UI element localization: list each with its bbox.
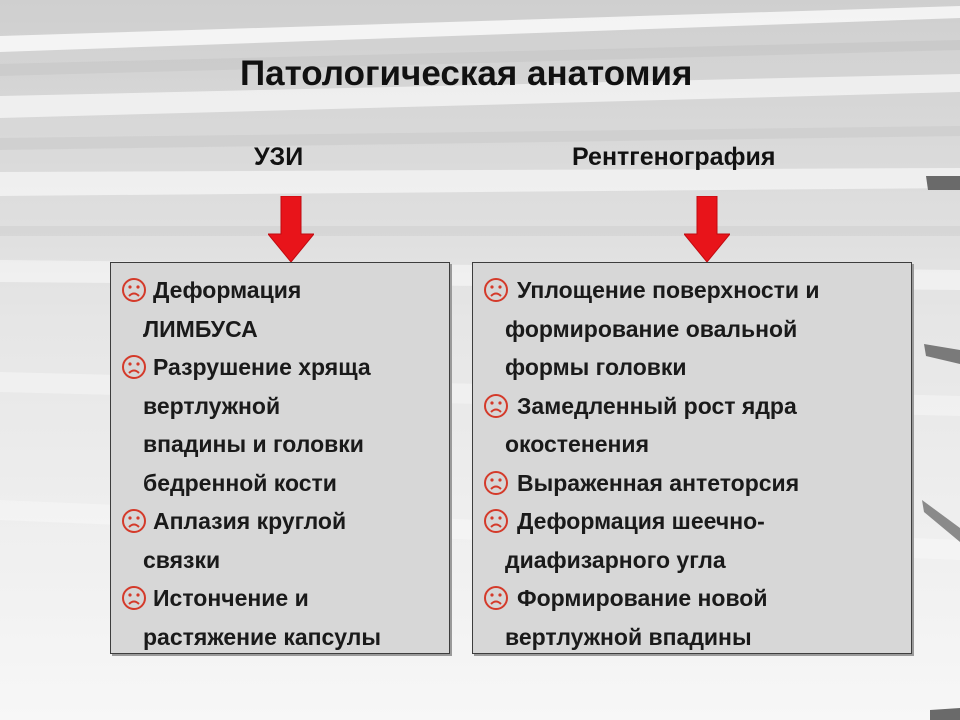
bullet-item-text: Аплазия круглой bbox=[153, 508, 347, 534]
down-arrow-icon bbox=[268, 196, 314, 262]
bullet-item-text: Деформация шеечно- bbox=[517, 508, 765, 534]
bullet-item-text: Деформация bbox=[153, 277, 302, 303]
bullet-item-text-continued: окостенения bbox=[505, 431, 649, 457]
bullet-item-text: Замедленный рост ядра bbox=[517, 392, 797, 419]
bullet-item-text: Формирование новой bbox=[517, 585, 768, 611]
bullet-item-text: Истончение и bbox=[153, 585, 309, 611]
frown-face-icon bbox=[121, 508, 147, 534]
bullet-item-text-continued: растяжение капсулы bbox=[143, 623, 382, 650]
page-title: Патологическая анатомия bbox=[240, 54, 693, 93]
bullet-item-text: Выраженная антеторсия bbox=[517, 469, 800, 496]
bullet-item-text-continued: диафизарного угла bbox=[505, 546, 726, 573]
bullet-item-text-continued: бедренной кости bbox=[143, 469, 337, 496]
bullet-item-text-continued: вертлужной bbox=[143, 392, 281, 419]
bullet-item-text-continued: связки bbox=[143, 546, 221, 573]
bullet-item-text-continued: впадины и головки bbox=[143, 431, 364, 457]
frown-face-icon bbox=[121, 354, 147, 380]
column-heading-uzi: УЗИ bbox=[254, 143, 304, 171]
rentgenografiya-findings-box bbox=[472, 262, 912, 654]
bullet-item-text-continued: формирование овальной bbox=[505, 315, 798, 342]
bullet-item-text-continued: формы головки bbox=[505, 354, 687, 380]
frown-face-icon bbox=[483, 585, 509, 611]
frown-face-icon bbox=[121, 277, 147, 303]
uzi-findings-box bbox=[110, 262, 450, 654]
frown-face-icon bbox=[121, 585, 147, 611]
frown-face-icon bbox=[483, 470, 509, 496]
column-heading-rentgenografiya: Рентгенография bbox=[572, 143, 776, 171]
frown-face-icon bbox=[483, 393, 509, 419]
bullet-item-text: Уплощение поверхности и bbox=[517, 277, 820, 303]
frown-face-icon bbox=[483, 508, 509, 534]
bullet-item-text-continued: ЛИМБУСА bbox=[143, 315, 258, 342]
frown-face-icon bbox=[483, 277, 509, 303]
down-arrow-icon bbox=[684, 196, 730, 262]
bullet-item-text: Разрушение хряща bbox=[153, 354, 371, 380]
bullet-item-text-continued: вертлужной впадины bbox=[505, 623, 752, 650]
